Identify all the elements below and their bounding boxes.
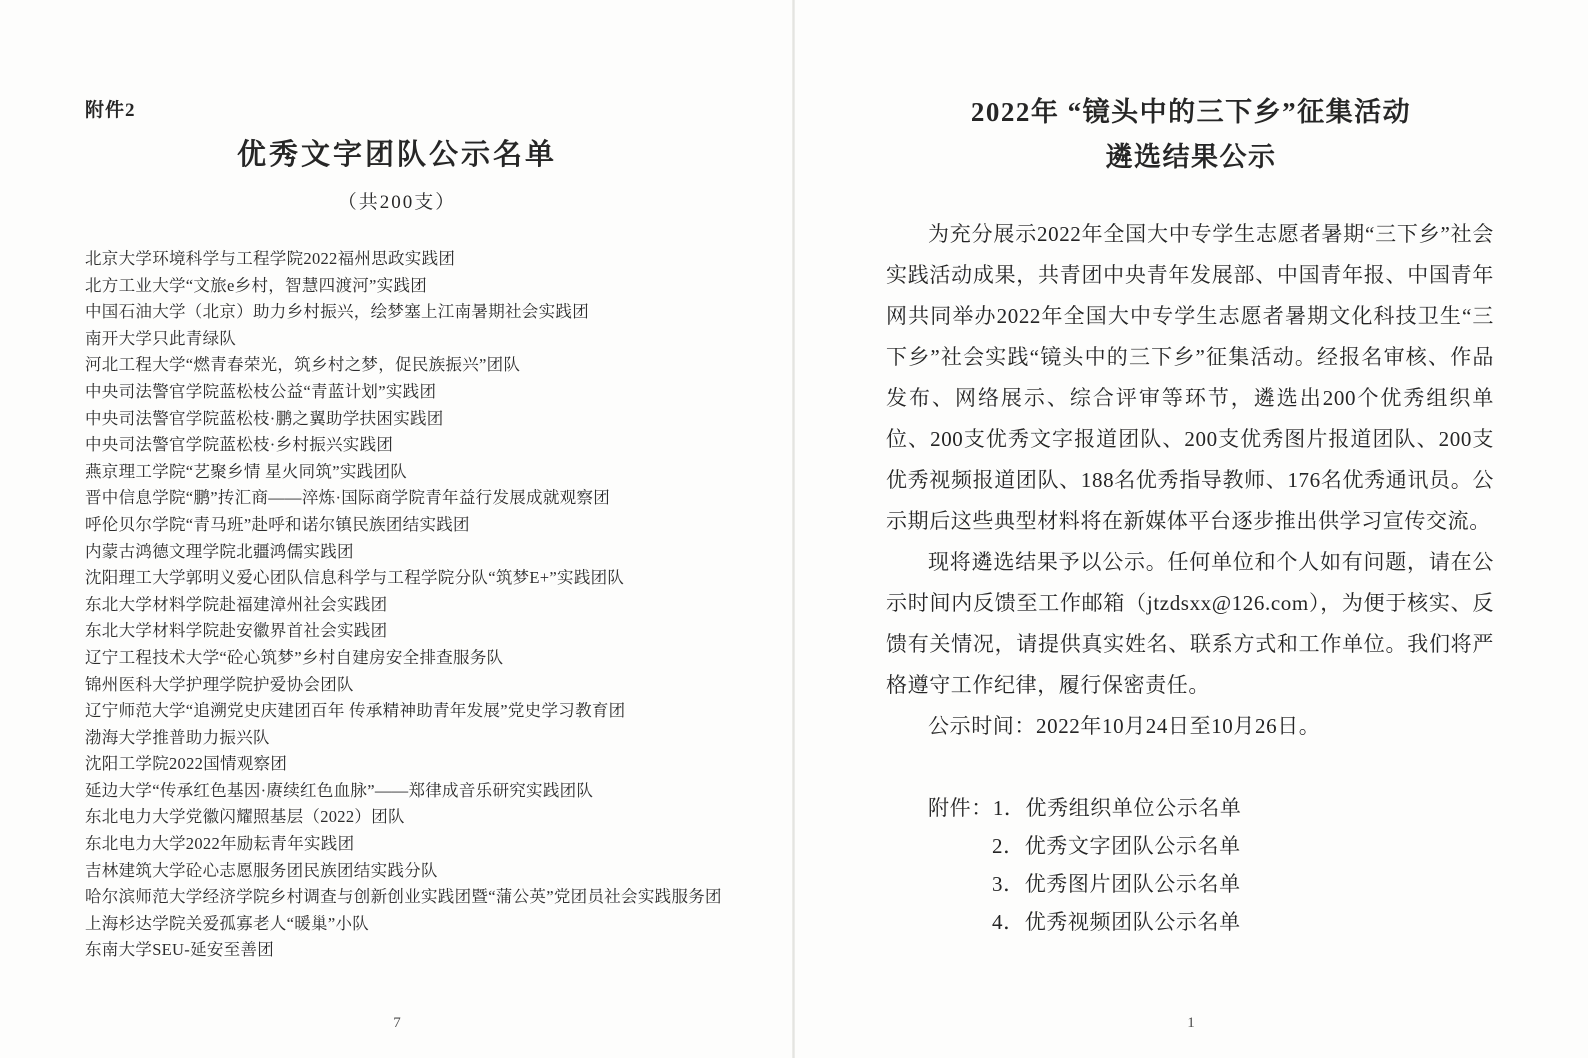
team-list-item: 沈阳工学院2022国情观察团 (85, 754, 288, 774)
team-list-item: 锦州医科大学护理学院护爱协会团队 (85, 674, 354, 694)
attachment-line (886, 789, 1494, 827)
team-list-item: 辽宁工程技术大学“砼心筑梦”乡村自建房安全排查服务队 (85, 647, 504, 667)
attachment-item: 4．优秀视频团队公示名单 (992, 910, 1241, 934)
team-list-item: 中央司法警官学院蓝松枝·乡村振兴实践团 (85, 435, 394, 455)
team-list-item: 东南大学SEU-延安至善团 (85, 940, 275, 960)
team-list-item: 东北电力大学党徽闪耀照基层（2022）团队 (85, 807, 405, 827)
notice-paragraph: 为充分展示2022年全国大中专学生志愿者暑期“三下乡”社会实践活动成果，共青团中央青年发展部、中国青年报、中国青年网共同举办2022年全国大中专学生志愿者暑期文化科技卫生“三下乡”社会实践“镜头中的三下乡”征集活动。经报名审核、作品发布、网络展示、综合评审等环节，遴选出200个优秀组织单位、200支优秀文字报道团队、200支优秀图片报道团队、200支优秀视频报道团队、188名优秀指导教师、176名优秀通讯员。公示期后这些典型材料将在新媒体平台逐步推出供学习宣传交流。 (886, 222, 1494, 533)
team-list-item: 渤海大学推普助力振兴队 (85, 727, 270, 747)
team-list (85, 246, 794, 964)
attachment-item: 2．优秀文字团队公示名单 (992, 834, 1241, 858)
team-list-item: 延边大学“传承红色基因·赓续红色血脉”——郑律成音乐研究实践团队 (85, 780, 594, 800)
team-list-item: 北方工业大学“文旅e乡村，智慧四渡河”实践团 (85, 275, 428, 295)
team-list-item: 东北电力大学2022年励耘青年实践团 (85, 834, 355, 854)
attachment-item: 3．优秀图片团队公示名单 (992, 872, 1241, 896)
team-list-item: 中国石油大学（北京）助力乡村振兴，绘梦塞上江南暑期社会实践团 (85, 302, 589, 322)
notice-body (886, 214, 1494, 941)
notice-paragraph: 公示时间：2022年10月24日至10月26日。 (928, 714, 1321, 738)
team-list-item: 上海杉达学院关爱孤寡老人“暖巢”小队 (85, 913, 370, 933)
team-list-item: 晋中信息学院“鹏”抟汇商——淬炼·国际商学院青年益行发展成就观察团 (85, 488, 611, 508)
attachment-item: 1．优秀组织单位公示名单 (992, 796, 1242, 820)
team-list-item: 哈尔滨师范大学经济学院乡村调查与创新创业实践团暨“蒲公英”党团员社会实践服务团 (85, 887, 722, 907)
team-list-item: 河北工程大学“燃青春荣光，筑乡村之梦，促民族振兴”团队 (85, 355, 521, 375)
team-list-item: 沈阳理工大学郭明义爱心团队信息科学与工程学院分队“筑梦E+”实践团队 (85, 568, 625, 588)
attachment-label: 附件2 (85, 100, 136, 121)
attachments-section (886, 789, 1494, 941)
team-list-item: 呼伦贝尔学院“青马班”赴呼和诺尔镇民族团结实践团 (85, 514, 470, 534)
right-page-number: 1 (1187, 1015, 1195, 1031)
team-list-item: 北京大学环境科学与工程学院2022福州思政实践团 (85, 249, 456, 268)
right-page-title (794, 90, 1588, 180)
page-divider (792, 0, 795, 1058)
left-page-number: 7 (393, 1015, 401, 1031)
left-page-subtitle: （共200支） (337, 192, 457, 213)
team-list-item: 东北大学材料学院赴安徽界首社会实践团 (85, 621, 388, 641)
right-page (794, 0, 1588, 1058)
attachments-label: 附件： (928, 796, 993, 820)
notice-paragraph: 现将遴选结果予以公示。任何单位和个人如有问题，请在公示时间内反馈至工作邮箱（jtzdsxx@126.com），为便于核实、反馈有关情况，请提供真实姓名、联系方式和工作单位。我们将严格遵守工作纪律，履行保密责任。 (886, 550, 1494, 697)
right-page-title-line1: 2022年 “镜头中的三下乡”征集活动 (970, 97, 1412, 127)
team-list-item: 辽宁师范大学“追溯党史庆建团百年 传承精神助青年发展”党史学习教育团 (85, 701, 626, 721)
team-list-item: 中央司法警官学院蓝松枝·鹏之翼助学扶困实践团 (85, 408, 444, 428)
team-list-item: 东北大学材料学院赴福建漳州社会实践团 (85, 594, 388, 614)
right-page-title-line2: 遴选结果公示 (1105, 142, 1277, 172)
team-list-item: 中央司法警官学院蓝松枝公益“青蓝计划”实践团 (85, 381, 437, 401)
team-list-item: 南开大学只此青绿队 (85, 328, 237, 348)
team-list-item: 燕京理工学院“艺聚乡情 星火同筑”实践团队 (85, 461, 408, 481)
left-page-title: 优秀文字团队公示名单 (236, 139, 557, 171)
team-list-item: 内蒙古鸿德文理学院北疆鸿儒实践团 (85, 541, 354, 561)
team-list-item: 吉林建筑大学砼心志愿服务团民族团结实践分队 (85, 860, 438, 880)
notice-paragraphs (886, 214, 1494, 747)
